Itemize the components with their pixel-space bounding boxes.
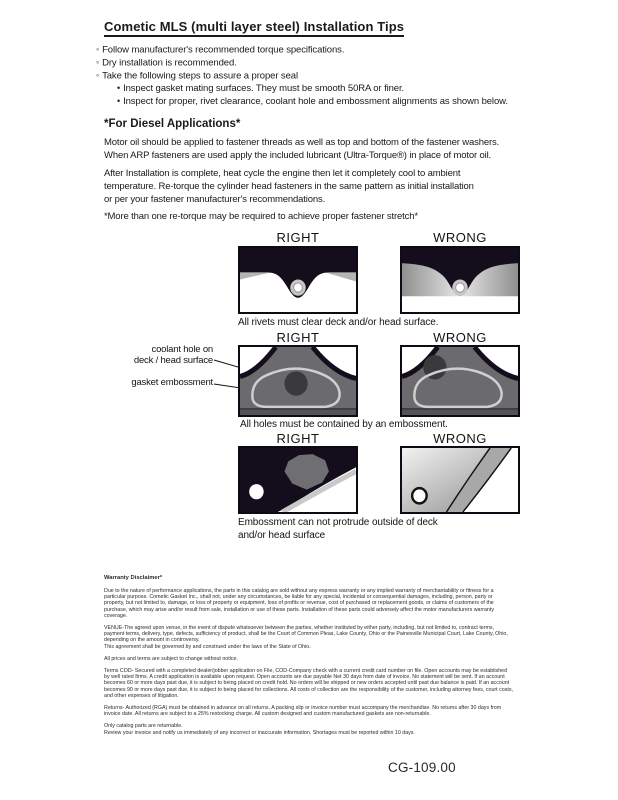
embossment-wrong-illustration: [402, 347, 518, 415]
rivet-clear-wrong-illustration: [402, 248, 518, 312]
diagram3-wrong-figure: [400, 446, 520, 514]
bolt-hole-icon: [249, 484, 263, 499]
diagram3-right-label: RIGHT: [276, 431, 320, 446]
diagram2-right-figure: [238, 345, 358, 417]
diesel-paragraph-1: Motor oil should be applied to fastener threads as well as top and bottom of the fastener washers. When ARP fasteners are used apply the included lubricant (Ultra-Torque®) in place of motor oil.: [104, 137, 500, 161]
diagram2-right-label: RIGHT: [276, 330, 320, 345]
coolant-hole-callout: coolant hole on deck / head surface: [133, 344, 213, 366]
diagram2-wrong-label: WRONG: [433, 330, 487, 345]
page-code: CG-109.00: [388, 760, 456, 775]
protrusion-right-illustration: [240, 448, 356, 512]
diagram1-wrong-label: WRONG: [433, 230, 487, 245]
diagram3-caption: Embossment can not protrude outside of deck and/or head surface: [238, 517, 438, 541]
rivet-clear-right-illustration: [240, 248, 356, 312]
diagram3-wrong-label: WRONG: [433, 431, 487, 446]
embossment-right-illustration: [240, 347, 356, 415]
gasket-embossment-callout: gasket embossment: [131, 377, 213, 388]
list-sub-item: • Inspect gasket mating surfaces. They must be smooth 50RA or finer.: [117, 82, 508, 95]
disclaimer-paragraph: Terms COD- Secured with a completed dealer/jobber application on File, COD-Company check with a current credit card number on file. Open accounts may be established by well rated firms. A credit application is available upon request. Open accounts are due payable Net 30 days from date of invoice. No statement will be sent. If an account becomes 60 or more days past due, it is subject to being placed on credit hold. No orders will be shipped or new orders accepted until past due balance is paid. If an account becomes 90 or more days past due, it is subject to being placed for collections. All costs of collection are the responsibility of the customer, including attorney fees, court costs, and other expenses of litigation.: [104, 668, 513, 699]
disclaimer-paragraph: Review your invoice and notify us immediately of any incorrect or inaccurate information. Shortages must be reported within 10 days.: [104, 729, 415, 736]
list-item: ◦ Take the following steps to assure a proper seal: [96, 69, 508, 82]
protrusion-wrong-illustration: [402, 448, 518, 512]
diagram1-caption: All rivets must clear deck and/or head surface.: [238, 317, 439, 328]
warranty-disclaimer: [104, 575, 513, 742]
diagram1-wrong-figure: [400, 246, 520, 314]
page-title: Cometic MLS (multi layer steel) Installation Tips: [104, 19, 404, 37]
disclaimer-paragraph: Returns- Authorized (RGA) must be obtained in advance on all returns. A packing slip or invoice number must accompany the merchandise. No returns after 30 days from invoice date. All returns are subject to a 25% restocking charge. All custom designed and custom manufactured gaskets are non-returnable.: [104, 705, 502, 718]
diesel-section-heading: *For Diesel Applications*: [104, 118, 241, 130]
diagram1-right-label: RIGHT: [276, 230, 320, 245]
diagram2-caption: All holes must be contained by an embossment.: [240, 419, 448, 430]
disclaimer-paragraph: VENUE-The agreed upon venue, in the event of dispute whatsoever between the parties, whether instituted by either party, including, but not limited to, contract terms, payment terms, delivery, type, defects, sufficiency of product, shall be the Court of Common Pleas, Lake County, Ohio or the Painesville Municipal Court, Lake County, Ohio, depending on the amount in controversy.: [104, 625, 508, 644]
diagram3-right-figure: [238, 446, 358, 514]
disclaimer-paragraph: Only catalog parts are returnable.: [104, 723, 183, 730]
disclaimer-paragraph: Due to the nature of performance applications, the parts in this catalog are sold without any express warranty or any implied warranty of merchantability or fitness for a particular purpose. Cometic Gasket Inc., shall not, under any circumstances, be liable for any special, incidental or consequential damages, including, person, party or property, but not limited to, damage, or loss of property or equipment, loss of profits or revenue, cost of purchased or replacement goods, or claims of customers of the purchase, which may arise and/or result from sale, installation or use of these parts. Installation of these parts could adversely affect the motor manufacturers warranty coverage.: [104, 588, 495, 619]
disclaimer-paragraph: All prices and terms are subject to change without notice.: [104, 655, 238, 662]
diagram2-wrong-figure: [400, 345, 520, 417]
coolant-hole-icon: [284, 371, 307, 395]
list-sub-item: • Inspect for proper, rivet clearance, coolant hole and embossment alignments as shown below.: [117, 95, 508, 108]
retorque-note: *More than one re-torque may be required to achieve proper fastener stretch*: [104, 211, 418, 222]
diagram1-right-figure: [238, 246, 358, 314]
disclaimer-paragraph: This agreement shall be governed by and construed under the laws of the State of Ohio.: [104, 643, 311, 650]
list-item: ◦ Follow manufacturer's recommended torque specifications.: [96, 43, 508, 56]
bolt-hole-icon: [412, 488, 427, 503]
disclaimer-heading: Warranty Disclaimer*: [104, 575, 163, 581]
installation-tips-list: [96, 43, 508, 108]
diesel-paragraph-2: After Installation is complete, heat cycle the engine then let it completely cool to ambient temperature. Re-torque the cylinder head fasteners in the same pattern as initial installation or per your fastener manufacturer's recommendations.: [104, 168, 474, 205]
list-item: ◦ Dry installation is recommended.: [96, 56, 508, 69]
